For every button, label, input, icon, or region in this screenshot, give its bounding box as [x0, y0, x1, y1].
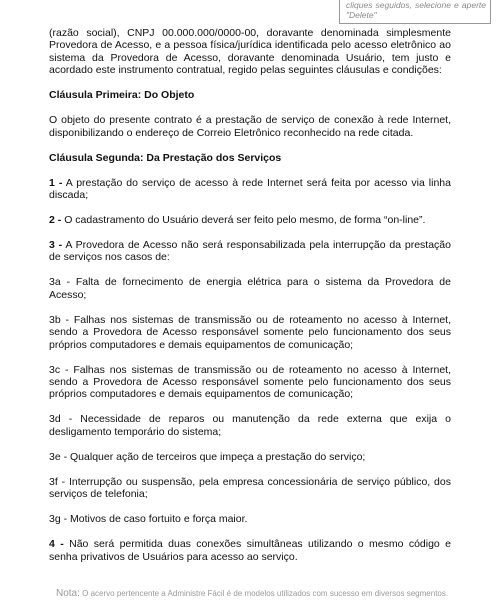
intro-paragraph: (razão social), CNPJ 00.000.000/0000-00, doravante denominada simplesmente Provedora de Acesso, e a pessoa física/jurídica identificada pelo acesso eletrônico ao sistema da Provedora de Acesso, doravante denominada Usuário, tem justo e acordado este instrumento contratual, regido pelas seguintes cláusulas e condições:: [49, 27, 451, 77]
footer-text: O acervo pertencente a Administre Fácil é de modelos utilizados com sucesso em diversos segmentos.: [82, 589, 449, 598]
footer-label: Nota:: [56, 588, 80, 599]
item-text: A prestação do serviço de acesso à rede Internet será feita por acesso via linha discada;: [49, 176, 451, 202]
sub-item-3g: 3g - Motivos de caso fortuito e força maior.: [49, 513, 248, 526]
item-text: O cadastramento do Usuário deverá ser feito pelo mesmo, de forma “on-line”.: [64, 214, 426, 227]
item-number: 3 -: [49, 239, 63, 252]
sub-item-3a: 3a - Falta de fornecimento de energia elétrica para o sistema da Provedora de Acesso;: [49, 276, 451, 301]
clause2-item-4: [49, 538, 451, 563]
sub-item-3b: 3b - Falhas nos sistemas de transmissão ou de roteamento no acesso à Internet, sendo a Provedora de Acesso responsável somente pelo funcionamento dos seus próprios computadores e demais equipamentos de comunicação;: [49, 313, 451, 351]
clause2-item-1: [49, 177, 451, 202]
sub-item-3e: 3e - Qualquer ação de terceiros que impeça a prestação do serviço;: [49, 450, 366, 463]
instruction-text: cliques seguidos, selecione e aperte "Delete": [346, 0, 486, 20]
contract-document: [49, 27, 451, 576]
clause2-item-2: [49, 214, 451, 226]
item-number: 2 -: [49, 214, 62, 227]
item-text: A Provedora de Acesso não será responsabilizada pela interrupção da prestação de serviços nos casos de:: [49, 239, 451, 264]
sub-item-3f: 3f - Interrupção ou suspensão, pela empresa concessionária de serviço público, dos serviços de telefonia;: [49, 475, 451, 501]
clause1-text: O objeto do presente contrato é a prestação de serviço de conexão à rede Internet, disponibilizando o endereço de Correio Eletrônico reconhecido na rede citada.: [49, 114, 451, 139]
sub-item-3d: 3d - Necessidade de reparos ou manutenção da rede externa que exija o desligamento temporário do sistema;: [49, 413, 451, 438]
sub-item-3c: 3c - Falhas nos sistemas de transmissão ou de roteamento no acesso à Internet, sendo a Provedora de Acesso responsável somente pelo funcionamento dos seus próprios computadores e demais equipamentos de comunicação;: [49, 363, 451, 401]
clause2-heading: Cláusula Segunda: Da Prestação dos Serviços: [49, 151, 282, 164]
item-text: Não será permitida duas conexões simultâneas utilizando o mesmo código e senha privativos de Usuários para acesso ao serviço.: [49, 538, 451, 563]
item-number: 4 -: [49, 538, 64, 551]
footer-note: [56, 588, 496, 599]
clause1-heading: Cláusula Primeira: Do Objeto: [49, 89, 195, 102]
instruction-tooltip: [339, 0, 491, 24]
clause2-item-3: [49, 239, 451, 264]
item-number: 1 -: [49, 176, 63, 189]
